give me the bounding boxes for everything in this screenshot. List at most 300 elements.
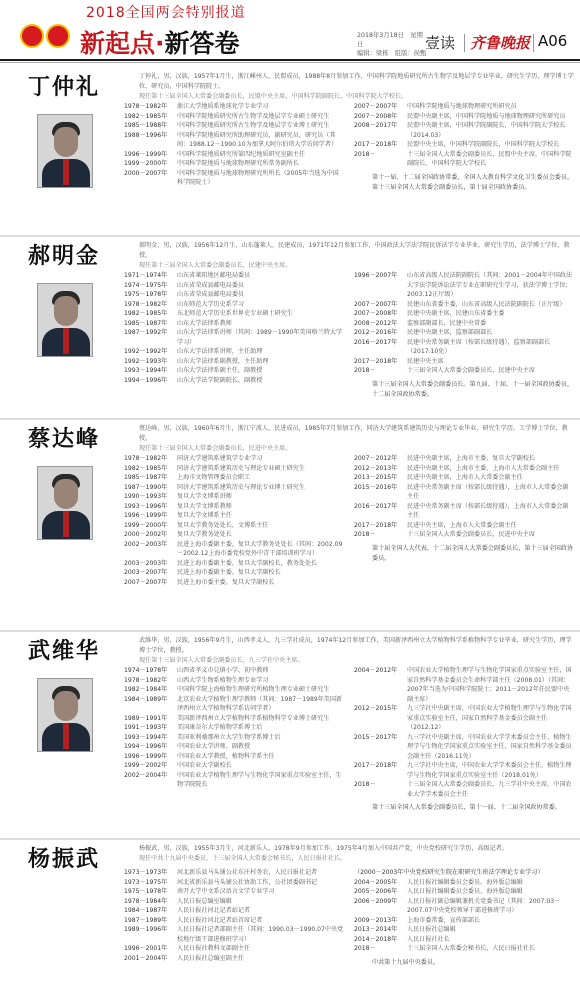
portrait-photo xyxy=(37,678,93,752)
timeline-desc: 中国农业大学副校长 xyxy=(177,762,232,769)
timeline-desc: 中国科学院地质研究所古生物学及地层学专业硕士研究生 xyxy=(177,112,330,120)
timeline-desc: 民进中央副主席，上海市主委，复旦大学副校长 xyxy=(407,455,535,462)
timeline-years: 1988－1996年 xyxy=(124,131,168,139)
timeline-row xyxy=(354,878,574,888)
timeline-row xyxy=(124,366,344,376)
profile-section xyxy=(0,418,580,630)
timeline-row xyxy=(354,140,574,150)
timeline-row xyxy=(354,357,574,367)
timeline-desc: 山东大学法律系副教授，主任助理 xyxy=(177,357,269,365)
timeline-years: 2007－2012年 xyxy=(354,455,398,462)
timeline-row xyxy=(354,944,574,954)
timeline-years: 1996－1999年 xyxy=(124,150,168,158)
career-left-column xyxy=(124,868,344,963)
bio-text: 丁仲礼，男，汉族，1957年1月生，浙江嵊州人，民盟成员，1988年8月参加工作，中国科学院地质研究所古生物学及地层学专业毕业，研究生学历，理学博士学位，研究员，中国科学院院士。 xyxy=(139,73,574,90)
timeline-row xyxy=(124,878,344,888)
timeline-years: 1978－1982年 xyxy=(124,300,168,308)
timeline-desc: 山西省孝义市兑镇小学、初中教师 xyxy=(177,667,269,674)
timeline-row xyxy=(354,868,574,878)
timeline-row xyxy=(124,695,344,714)
timeline-row xyxy=(124,112,344,122)
timeline-desc: 民进中央副主席，上海市人大常委会副主任 xyxy=(407,474,523,481)
timeline-years: 2017－2018年 xyxy=(354,762,398,769)
timeline-row xyxy=(354,483,574,502)
timeline-years: 1991－1993年 xyxy=(124,724,168,731)
timeline-years: 2018－ xyxy=(354,531,376,538)
timeline-desc: 山东省高级人民法院副院长（其间：2001－2004年中国政法大学法学院诉讼法学专业在职研究生学习，获法学博士学位；2003.12正厅级） xyxy=(407,272,573,298)
timeline-row xyxy=(354,112,574,122)
timeline-desc: 人民日报社记者部副主任（其间：1990.03－1990.07中央党校地厅级干部进修班学习） xyxy=(177,926,344,943)
timeline-desc: 南开大学中文系汉语言文学专业学习 xyxy=(177,888,275,895)
timeline-desc: 民建中央副主席，民建山东省委主委 xyxy=(407,310,505,317)
timeline-years: 1974－1975年 xyxy=(124,281,168,289)
brand-logo: 齐鲁晚报 xyxy=(470,34,531,52)
timeline-years: 1994－1996年 xyxy=(124,376,168,384)
portrait-photo xyxy=(37,114,93,188)
timeline-desc: 人民日报社总编室副主任 xyxy=(177,954,245,962)
timeline-desc: 民建山东省委主委，山东省高级人民法院副院长（正厅级） xyxy=(407,300,566,308)
timeline-desc: 人民日报社河北记者站首席记者 xyxy=(177,916,263,924)
timeline-years: 2008－2017年 xyxy=(354,122,398,129)
bio-text: 武维华，男，汉族，1956年9月生，山西孝义人，九三学社成员，1974年12月参加工作，美国新泽西州立大学植物科学系植物科学专业毕业，研究生学历，理学博士学位，教授。 xyxy=(139,637,572,654)
portrait-photo xyxy=(37,283,93,357)
timeline-row xyxy=(124,530,344,540)
timeline-row xyxy=(354,666,574,704)
timeline-desc: 山东省荣成县邮电局委员 xyxy=(177,281,245,289)
current-position: 现任第十三届全国人大常委会副委员长，民盟中央主席，中国科学院副院长，中国科学院大学校长。 xyxy=(139,92,408,100)
timeline-desc: 北京农业大学植物生理学教师（其间：1987－1989年美国新泽西州立大学植物科学系访问学者） xyxy=(177,695,343,712)
timeline-row xyxy=(124,309,344,319)
timeline-row xyxy=(354,454,574,464)
career-left-column xyxy=(124,666,344,790)
timeline-years: 2015－2016年 xyxy=(354,483,398,491)
timeline-row xyxy=(124,578,344,588)
timeline-years: 1984－1989年 xyxy=(124,695,168,703)
timeline-desc: 中国科学院地质研究所古生物学及地层学专业博士研究生 xyxy=(177,122,330,129)
timeline-row xyxy=(124,568,344,578)
timeline-row xyxy=(354,916,574,926)
timeline-years: 2006－2009年 xyxy=(354,897,398,905)
timeline-row xyxy=(124,159,344,169)
footnote: 第十一届、十二届全国政协常委，全国人大教育科学文化卫生委员会委员，第十三届全国人大常委会副委员长，第十届全国政协委员。 xyxy=(372,174,574,191)
timeline-desc: 河北新乐县马头铺公社东庄村务农，人民日报社记者 xyxy=(177,869,318,876)
timeline-row xyxy=(124,897,344,907)
timeline-row xyxy=(124,906,344,916)
timeline-years: 2014－2018年 xyxy=(354,935,398,943)
timeline-years: 1993－1996年 xyxy=(124,502,168,510)
timeline-years: 2003－2003年 xyxy=(124,559,168,567)
header-rule xyxy=(0,59,580,61)
timeline-desc: 民进中央常务副主席（按部长级待遇），上海市人大常委会副主任 xyxy=(407,483,569,500)
timeline-years: 2017－2018年 xyxy=(354,357,398,365)
timeline-years: 1975－1978年 xyxy=(124,888,168,895)
timeline-row xyxy=(124,290,344,300)
timeline-years: 1974－1978年 xyxy=(124,667,168,674)
timeline-desc: 民进上海市委主委，复旦大学副校长 xyxy=(177,578,275,586)
editors: 编辑：梁栋 组版：侯甄 xyxy=(357,50,427,57)
timeline-row xyxy=(354,897,574,916)
timeline-row xyxy=(124,559,344,569)
career-left-column xyxy=(124,271,344,385)
timeline-years: 2018－ xyxy=(354,367,376,374)
timeline-years: 1987－1989年 xyxy=(124,916,168,924)
timeline-row xyxy=(124,714,344,724)
header-rule-thin xyxy=(0,62,580,63)
timeline-desc: 十三届全国人大常委会副委员长，民建中央主席 xyxy=(407,367,535,374)
timeline-desc: 民建中央副主席，监察部副部长 xyxy=(407,329,493,336)
timeline-desc: 同济大学建筑系建筑历史与理论专业博士研究生 xyxy=(177,483,305,491)
page-header xyxy=(0,0,580,60)
person-name: 郝明金 xyxy=(28,244,101,269)
timeline-row xyxy=(124,357,344,367)
timeline-years: 1973－1973年 xyxy=(124,869,168,876)
timeline-desc: 民进上海市委副主委，复旦大学副校长，教务处处长 xyxy=(177,559,318,567)
career-right-column xyxy=(354,666,574,799)
timeline-desc: 山东省荣成县邮电局委员 xyxy=(177,291,245,298)
timeline-row xyxy=(124,676,344,686)
career-left-column xyxy=(124,102,344,188)
timeline-years: （2000－2003年中央党校研究生院在职研究生班法学理论专业学习） xyxy=(354,869,544,876)
current-position: 现任第十三届全国人大常委会副委员长，民进中央主席。 xyxy=(139,444,292,452)
timeline-desc: 山东大学法律系副主任，副教授 xyxy=(177,367,263,374)
timeline-years: 2018－ xyxy=(354,945,376,952)
timeline-desc: 山东大学法律系教师 xyxy=(177,319,232,327)
timeline-row xyxy=(354,328,574,338)
timeline-years: 1987－1992年 xyxy=(124,329,168,336)
timeline-years: 2004－2005年 xyxy=(354,878,398,886)
timeline-years: 1999－2000年 xyxy=(124,521,168,529)
timeline-desc: 上海市委常委，宣传部部长 xyxy=(407,916,481,924)
timeline-row xyxy=(354,780,574,799)
timeline-row xyxy=(354,530,574,540)
timeline-desc: 中国农业大学教授，植物科学系主任 xyxy=(177,752,275,760)
timeline-row xyxy=(354,521,574,531)
timeline-row xyxy=(124,347,344,357)
timeline-years: 1982－1985年 xyxy=(124,464,168,472)
timeline-years: 1971－1974年 xyxy=(124,272,168,279)
bio-text: 蔡达峰，男，汉族，1960年6月生，浙江宁波人，民进成员，1985年7月参加工作，同济大学建筑系建筑历史与理论专业毕业，研究生学历，工学博士学位，教授。 xyxy=(139,425,568,442)
timeline-row xyxy=(124,281,344,291)
timeline-row xyxy=(124,502,344,512)
timeline-desc: 中国科学院上海植物生理研究所植物生理专业硕士研究生 xyxy=(177,686,330,693)
timeline-desc: 美国亚利桑那州立大学生物学系博士后 xyxy=(177,733,281,741)
divider xyxy=(464,34,465,52)
timeline-years: 2018－ xyxy=(354,781,376,788)
timeline-row xyxy=(354,464,574,474)
timeline-row xyxy=(124,511,344,521)
timeline-years: 1996－2001年 xyxy=(124,945,168,952)
timeline-years: 2009－2013年 xyxy=(354,916,398,924)
current-position: 现任中共十九届中央委员，十三届全国人大常委会秘书长，人民日报社社长。 xyxy=(139,854,347,862)
person-name: 蔡达峰 xyxy=(28,427,101,452)
timeline-desc: 同济大学建筑系建筑历史与理论专业硕士研究生 xyxy=(177,464,305,472)
timeline-row xyxy=(124,685,344,695)
career-right-column xyxy=(354,271,574,376)
timeline-row xyxy=(124,887,344,897)
profile-section xyxy=(0,630,580,838)
timeline-desc: 上海市文物管理委员会职工 xyxy=(177,474,251,481)
timeline-desc: 九三学社中央副主席，中国农业大学植物生理学与生物化学国家重点实验室主任，国家自然科学基金委员会副主任（2012.12） xyxy=(407,705,572,731)
timeline-desc: 浙江大学地质系地球化学专业学习 xyxy=(177,103,269,110)
timeline-years: 1982－1985年 xyxy=(124,112,168,120)
timeline-years: 2004－2012年 xyxy=(354,667,398,674)
timeline-desc: 九三学社中央主席，中国农业大学学术委员会主任，植物生理学与生物化学国家重点实验室主任（2018.01免） xyxy=(407,762,572,779)
timeline-row xyxy=(124,752,344,762)
timeline-row xyxy=(124,454,344,464)
timeline-desc: 复旦大学文博系教师 xyxy=(177,502,232,510)
timeline-row xyxy=(354,887,574,897)
timeline-years: 1993－1994年 xyxy=(124,367,168,374)
profile-section xyxy=(0,838,580,995)
timeline-years: 2001－2004年 xyxy=(124,954,168,962)
timeline-years: 1999－2000年 xyxy=(124,160,168,167)
timeline-row xyxy=(124,121,344,131)
person-name: 武维华 xyxy=(28,639,101,664)
timeline-row xyxy=(354,338,574,357)
timeline-row xyxy=(124,925,344,944)
career-left-column xyxy=(124,454,344,587)
timeline-desc: 民建中央主席 xyxy=(407,357,444,365)
timeline-desc: 九三学社中央副主席，中国农业大学学术委员会主任，植物生理学与生物化学国家重点实验室主任，国家自然科学基金委员会副主任（2016.11免） xyxy=(407,733,572,760)
timeline-row xyxy=(124,376,344,386)
timeline-years: 1978－1982年 xyxy=(124,455,168,462)
timeline-years: 2012－2013年 xyxy=(354,464,398,472)
timeline-desc: 民进上海市委副主委，复旦大学副校长 xyxy=(177,569,281,576)
timeline-years: 2008－2012年 xyxy=(354,319,398,327)
timeline-desc: 中国科学院地质研究所第四纪地质研究室副主任 xyxy=(177,150,305,158)
timeline-years: 1996－2007年 xyxy=(354,272,398,279)
emblem-logos xyxy=(20,24,70,56)
headline xyxy=(80,24,240,60)
timeline-years: 2007－2007年 xyxy=(124,578,168,586)
timeline-row xyxy=(124,483,344,493)
timeline-years: 2002－2004年 xyxy=(124,771,168,779)
person-bio xyxy=(139,72,574,101)
timeline-years: 1989－1991年 xyxy=(124,714,168,722)
page-number: A06 xyxy=(538,32,568,50)
timeline-row xyxy=(354,300,574,310)
timeline-row xyxy=(354,733,574,762)
timeline-desc: 中国农业大学讲师，副教授 xyxy=(177,743,251,750)
timeline-desc: 十三届全国人大常委会副委员长，九三学社中央主席，中国农业大学学术委员会主任 xyxy=(407,781,572,798)
person-bio xyxy=(139,844,574,864)
footnote: 第十三届全国人大常委会副委员长，第十一届、十二届全国政协常委。 xyxy=(372,804,561,811)
timeline-desc: 十三届全国人大常委会秘书长，人民日报社社长 xyxy=(407,945,535,952)
timeline-row xyxy=(124,521,344,531)
divider xyxy=(533,34,534,52)
timeline-desc: 同济大学建筑系建筑学专业学习 xyxy=(177,455,263,462)
profile-section xyxy=(0,235,580,418)
person-bio xyxy=(139,636,574,665)
timeline-years: 2007－2007年 xyxy=(354,300,398,308)
timeline-desc: 民建中央常务副主席（按部长级待遇），监察部副部长（2017.10免） xyxy=(407,338,551,355)
timeline-row xyxy=(124,733,344,743)
timeline-years: 1990－1993年 xyxy=(124,493,168,500)
timeline-row xyxy=(354,319,574,329)
current-position: 现任第十三届全国人大常委会副委员长，民建中央主席。 xyxy=(139,261,292,269)
timeline-years: 1989－1996年 xyxy=(124,926,168,933)
headline-part-1: 新起点· xyxy=(80,29,165,58)
timeline-row xyxy=(124,169,344,188)
timeline-desc: 人民日报社编辑委员会委员，海外版总编辑 xyxy=(407,888,523,895)
timeline-desc: 河北省新乐县马头铺公社协助工作，公社团委副书记 xyxy=(177,878,318,886)
person-name: 丁仲礼 xyxy=(28,75,101,100)
timeline-desc: 山东大学法律系讲师，主任助理 xyxy=(177,348,263,355)
timeline-years: 1982－1985年 xyxy=(124,310,168,317)
timeline-desc: 山西大学生物系植物生理专业学习 xyxy=(177,676,269,684)
timeline-row xyxy=(124,540,344,559)
timeline-desc: 人民日报社河北记者站记者 xyxy=(177,907,251,914)
timeline-years: 2018－ xyxy=(354,150,376,158)
timeline-desc: 中国科学院地质与地球物理研究所所长（2005年当选为中国科学院院士） xyxy=(177,169,339,186)
timeline-desc: 山东大学法学院副院长，副教授 xyxy=(177,376,263,384)
timeline-years: 2005－2006年 xyxy=(354,888,398,895)
timeline-years: 1985－1987年 xyxy=(124,474,168,481)
person-name: 杨振武 xyxy=(28,847,101,872)
timeline-desc: 民进中央主席，上海市人大常委会副主任 xyxy=(407,521,517,529)
timeline-desc: 十三届全国人大常委会副委员长，民盟中央主席，中国科学院副院长，中国科学院大学校长 xyxy=(407,150,572,167)
timeline-row xyxy=(354,121,574,140)
timeline-row xyxy=(124,131,344,150)
issue-date: 2018年3月18日 星期日 xyxy=(357,32,423,48)
timeline-years: 2013－2015年 xyxy=(354,474,398,481)
timeline-desc: 人民日报社总编辑 xyxy=(407,926,456,933)
timeline-years: 1978－1984年 xyxy=(124,897,168,905)
timeline-row xyxy=(124,916,344,926)
timeline-row xyxy=(124,771,344,790)
timeline-years: 1996－1999年 xyxy=(124,512,168,519)
timeline-desc: 人民日报社编辑委员会委员，海外版总编辑 xyxy=(407,878,523,886)
timeline-desc: 民盟中央主席，中国科学院副院长，中国科学院大学校长 xyxy=(407,141,560,148)
timeline-desc: 人民日报社社长 xyxy=(407,935,450,943)
timeline-desc: 复旦大学教务处处长，文博系主任 xyxy=(177,521,269,529)
timeline-years: 2000－2007年 xyxy=(124,169,168,177)
timeline-row xyxy=(124,319,344,329)
timeline-desc: 民进中央副主席，上海市主委，上海市人大常委会副主任 xyxy=(407,464,560,472)
timeline-years: 1975－1978年 xyxy=(124,291,168,298)
timeline-row xyxy=(354,473,574,483)
timeline-years: 1985－1987年 xyxy=(124,319,168,327)
cppcc-emblem-icon xyxy=(46,24,70,48)
timeline-row xyxy=(124,464,344,474)
timeline-row xyxy=(124,150,344,160)
national-emblem-icon xyxy=(20,24,44,48)
timeline-years: 2013－2014年 xyxy=(354,926,398,933)
timeline-years: 2007－2008年 xyxy=(354,112,398,120)
timeline-row xyxy=(124,954,344,964)
section-label: 壹读 xyxy=(425,34,456,52)
timeline-row xyxy=(124,102,344,112)
timeline-desc: 复旦大学文博系讲师 xyxy=(177,493,232,500)
timeline-years: 1994－1996年 xyxy=(124,743,168,750)
timeline-desc: 中国科学院地质与地球物理研究所常务副所长 xyxy=(177,160,299,167)
timeline-row xyxy=(124,328,344,347)
timeline-row xyxy=(354,935,574,945)
timeline-years: 2002－2003年 xyxy=(124,540,168,548)
timeline-desc: 山东师范大学历史系学习 xyxy=(177,300,245,308)
headline-part-2: 新答卷 xyxy=(164,29,240,58)
footnote: 中共第十九届中央委员。 xyxy=(372,959,440,966)
timeline-years: 1973－1975年 xyxy=(124,878,168,886)
timeline-row xyxy=(354,502,574,521)
timeline-desc: 监察部副部长，民建中央常委 xyxy=(407,319,487,327)
timeline-years: 1992－1992年 xyxy=(124,348,168,355)
timeline-desc: 人民日报总编室编辑 xyxy=(177,897,232,905)
timeline-desc: 人民日报社副总编辑兼机关党委书记（其间：2007.03－2007.07中央党校领导干部进修班学习） xyxy=(407,897,561,914)
timeline-years: 2012－2015年 xyxy=(354,705,398,712)
timeline-row xyxy=(354,102,574,112)
timeline-row xyxy=(354,925,574,935)
timeline-years: 1978－1982年 xyxy=(124,103,168,110)
timeline-years: 1996－1999年 xyxy=(124,752,168,760)
timeline-desc: 民进上海市委副主委，复旦大学教务处处长（其间：2002.09－2002.12上海市委党校党外中青干部培训班学习） xyxy=(177,540,343,557)
timeline-desc: 人民日报社教科文部副主任 xyxy=(177,945,251,952)
career-right-column xyxy=(354,454,574,540)
timeline-years: 2017－2018年 xyxy=(354,141,398,148)
timeline-years: 2000－2002年 xyxy=(124,531,168,538)
current-position: 现任第十三届全国人大常委会副委员长，九三学社中央主席。 xyxy=(139,656,304,664)
bio-text: 郝明金，男，汉族，1956年12月生，山东蓬莱人，民建成员，1971年12月参加工作，中国政法大学法学院民诉法学专业毕业，研究生学历，法学博士学位，教授。 xyxy=(139,242,570,259)
timeline-desc: 山东省莱阳地区邮电局委员 xyxy=(177,272,251,279)
timeline-desc: 美国康奈尔大学植物学系博士后 xyxy=(177,724,263,731)
timeline-row xyxy=(354,366,574,376)
timeline-years: 1984－1987年 xyxy=(124,907,168,914)
timeline-desc: 民盟中央副主席，中国科学院副院长，中国科学院大学校长（2014.03） xyxy=(407,122,566,139)
timeline-years: 2012－2016年 xyxy=(354,329,398,336)
bio-text: 杨振武，男，汉族，1955年3月生，河北新乐人，1978年9月参加工作，1975年4月加入中国共产党，中央党校研究生学历，高级记者。 xyxy=(139,845,508,852)
timeline-row xyxy=(124,666,344,676)
portrait-photo xyxy=(37,466,93,540)
timeline-years: 2015－2017年 xyxy=(354,733,398,741)
timeline-years: 1978－1982年 xyxy=(124,676,168,684)
timeline-desc: 山东大学法律系讲师（其间：1989－1990年美国格兰特大学学习） xyxy=(177,329,343,346)
timeline-row xyxy=(124,271,344,281)
timeline-row xyxy=(354,150,574,169)
timeline-desc: 民盟中央副主席，中国科学院地质与地球物理研究所研究员 xyxy=(407,112,566,120)
person-bio xyxy=(139,424,574,453)
timeline-row xyxy=(354,271,574,300)
timeline-years: 2016－2017年 xyxy=(354,502,398,510)
timeline-desc: 中国科学院地质与地球物理研究所研究员 xyxy=(407,103,517,110)
timeline-desc: 中国科学院地质研究所助理研究员，副研究员，研究员（其间：1988.12－1990.10为加拿大阿尔伯塔大学访问学者） xyxy=(177,131,338,148)
timeline-years: 1985－1988年 xyxy=(124,122,168,129)
timeline-desc: 美国新泽西州立大学植物科学系植物科学专业博士研究生 xyxy=(177,714,330,722)
timeline-row xyxy=(124,492,344,502)
timeline-years: 2016－2017年 xyxy=(354,338,398,346)
timeline-desc: 民进中央常务副主席（按部长级待遇），上海市人大常委会副主任 xyxy=(407,502,569,519)
timeline-row xyxy=(124,868,344,878)
timeline-row xyxy=(124,944,344,954)
timeline-years: 1993－1994年 xyxy=(124,733,168,741)
timeline-years: 2007－2008年 xyxy=(354,310,398,317)
career-right-column xyxy=(354,102,574,169)
person-bio xyxy=(139,241,574,270)
timeline-row xyxy=(124,761,344,771)
timeline-desc: 中国农业大学植物生理学与生物化学国家重点实验室主任，生物学院院长 xyxy=(177,771,342,788)
timeline-years: 2007－2007年 xyxy=(354,103,398,110)
timeline-desc: 复旦大学文博系主任 xyxy=(177,512,232,519)
timeline-years: 1987－1990年 xyxy=(124,483,168,491)
timeline-row xyxy=(124,300,344,310)
timeline-years: 1992－1993年 xyxy=(124,357,168,365)
timeline-years: 2003－2007年 xyxy=(124,569,168,576)
timeline-row xyxy=(124,742,344,752)
footnote: 第十届全国人大代表，十二届全国人大常委会副委员长，第十三届全国政协委员。 xyxy=(372,545,574,562)
timeline-desc: 中国农业大学植物生理学与生物化学国家重点实验室主任，国家自然科学基金委员会生命科学部主任（2008.01）（其间：2007年当选为中国科学院院士；2011－2012年任民盟中央副主席） xyxy=(407,667,572,703)
special-report-title: 2018全国两会特别报道 xyxy=(86,5,246,21)
timeline-desc: 东北师范大学历史系世界史专业硕士研究生 xyxy=(177,310,293,317)
timeline-row xyxy=(124,473,344,483)
